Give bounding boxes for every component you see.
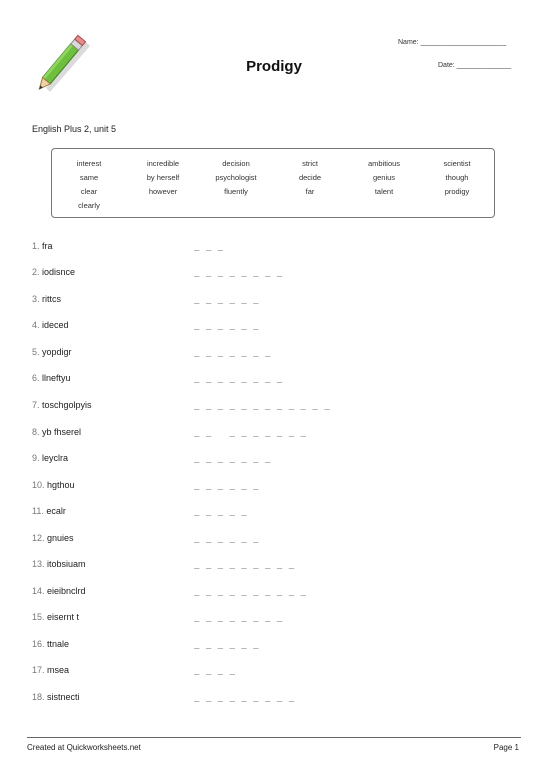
answer-blanks: _ _ _	[194, 242, 224, 252]
word-bank-word: clearly	[78, 201, 100, 210]
word-bank	[51, 148, 495, 218]
answer-blanks: _ _ _ _ _ _ _ _ _ _ _ _	[194, 401, 331, 411]
item-number: 9.	[32, 453, 40, 463]
scrambled-word: msea	[47, 665, 70, 675]
scrambled-word: leyclra	[42, 453, 69, 463]
item-number: 4.	[32, 320, 40, 330]
item-number: 14.	[32, 586, 45, 596]
answer-blanks: _ _ _ _ _ _ _ _ _	[194, 560, 295, 570]
word-bank-word: ambitious	[367, 159, 401, 168]
word-bank-word: clear	[80, 187, 98, 196]
date-field: Date: ______________	[438, 62, 512, 69]
word-bank-word: psychologist	[215, 173, 257, 182]
word-bank-word: fluently	[224, 187, 248, 196]
word-bank-word: decision	[222, 159, 250, 168]
list-item	[32, 294, 61, 304]
scrambled-word: llneftyu	[42, 373, 71, 383]
answer-blanks: _ _ _ _ _ _ _ _	[194, 613, 283, 623]
word-bank-word: genius	[372, 173, 396, 182]
list-item	[32, 559, 86, 569]
item-number: 11.	[32, 506, 44, 516]
word-bank-word: incredible	[146, 159, 180, 168]
footer-credit: Created at Quickworksheets.net	[27, 743, 141, 752]
answer-blanks: _ _ _ _ _ _	[194, 534, 260, 544]
item-number: 1.	[32, 241, 40, 251]
item-number: 13.	[32, 559, 45, 569]
list-item	[32, 639, 69, 649]
word-bank-word: same	[79, 173, 99, 182]
item-number: 16.	[32, 639, 45, 649]
answer-blanks: _ _ _ _ _ _ _ _ _	[194, 693, 295, 703]
item-number: 17.	[32, 665, 45, 675]
word-bank-word: strict	[302, 159, 318, 168]
scrambled-word: yopdigr	[42, 347, 72, 357]
page-number: Page 1	[493, 743, 519, 752]
list-item	[32, 453, 68, 463]
scrambled-word: sistnecti	[47, 692, 80, 702]
list-item	[32, 692, 80, 702]
item-number: 3.	[32, 294, 40, 304]
scrambled-word: gnuies	[47, 533, 74, 543]
word-bank-word: far	[305, 187, 315, 196]
answer-blanks: _ _ _ _ _	[194, 507, 248, 517]
worksheet-subtitle: English Plus 2, unit 5	[32, 124, 117, 134]
scrambled-word: itobsiuam	[47, 559, 86, 569]
word-bank-word: scientist	[443, 159, 471, 168]
word-bank-word: decide	[298, 173, 322, 182]
item-number: 7.	[32, 400, 40, 410]
scrambled-word: hgthou	[47, 480, 75, 490]
word-bank-word: however	[148, 187, 178, 196]
answer-blanks: _ _ _ _ _ _	[194, 481, 260, 491]
item-number: 6.	[32, 373, 40, 383]
list-item	[32, 586, 86, 596]
worksheet-title: Prodigy	[246, 58, 302, 75]
item-number: 18.	[32, 692, 45, 702]
word-bank-word: interest	[76, 159, 102, 168]
answer-blanks: _ _ _ _ _ _	[194, 640, 260, 650]
word-bank-word: by herself	[146, 173, 180, 182]
word-bank-word: prodigy	[444, 187, 470, 196]
list-item	[32, 320, 69, 330]
list-item	[32, 480, 75, 490]
scrambled-word: toschgolpyis	[42, 400, 92, 410]
list-item	[32, 241, 53, 251]
answer-blanks: _ _ _ _ _ _	[194, 295, 260, 305]
answer-blanks: _ _ _ _	[194, 666, 236, 676]
list-item	[32, 400, 92, 410]
list-item	[32, 612, 79, 622]
answer-blanks: _ _ _ _ _ _ _	[194, 454, 271, 464]
answer-blanks: _ _ _ _ _ _ _	[194, 348, 271, 358]
item-number: 10.	[32, 480, 45, 490]
scrambled-word: iodisnce	[42, 267, 76, 277]
list-item	[32, 533, 74, 543]
word-bank-word: though	[445, 173, 469, 182]
list-item	[32, 267, 75, 277]
list-item	[32, 665, 69, 675]
answer-blanks: _ _ _ _ _ _ _ _	[194, 374, 283, 384]
word-bank-word: talent	[374, 187, 394, 196]
list-item	[32, 427, 81, 437]
list-item	[32, 506, 66, 516]
footer-divider	[27, 737, 521, 738]
answer-blanks: _ _ _ _ _ _ _ _ _	[194, 428, 307, 438]
scrambled-word: ideced	[42, 320, 69, 330]
list-item	[32, 373, 71, 383]
answer-blanks: _ _ _ _ _ _ _ _ _ _	[194, 587, 307, 597]
item-number: 5.	[32, 347, 40, 357]
answer-blanks: _ _ _ _ _ _	[194, 321, 260, 331]
scrambled-word: eieibnclrd	[47, 586, 86, 596]
list-item	[32, 347, 72, 357]
scrambled-word: fra	[42, 241, 53, 251]
scrambled-word: ecalr	[46, 506, 66, 516]
scrambled-word: rittcs	[42, 294, 62, 304]
item-number: 2.	[32, 267, 40, 277]
item-number: 8.	[32, 427, 40, 437]
scrambled-word: yb fhserel	[42, 427, 82, 437]
scrambled-word: ttnale	[47, 639, 70, 649]
answer-blanks: _ _ _ _ _ _ _ _	[194, 268, 283, 278]
name-field: Name: ______________________	[398, 39, 507, 46]
scrambled-word: eisernt t	[47, 612, 80, 622]
item-number: 15.	[32, 612, 45, 622]
item-number: 12.	[32, 533, 45, 543]
